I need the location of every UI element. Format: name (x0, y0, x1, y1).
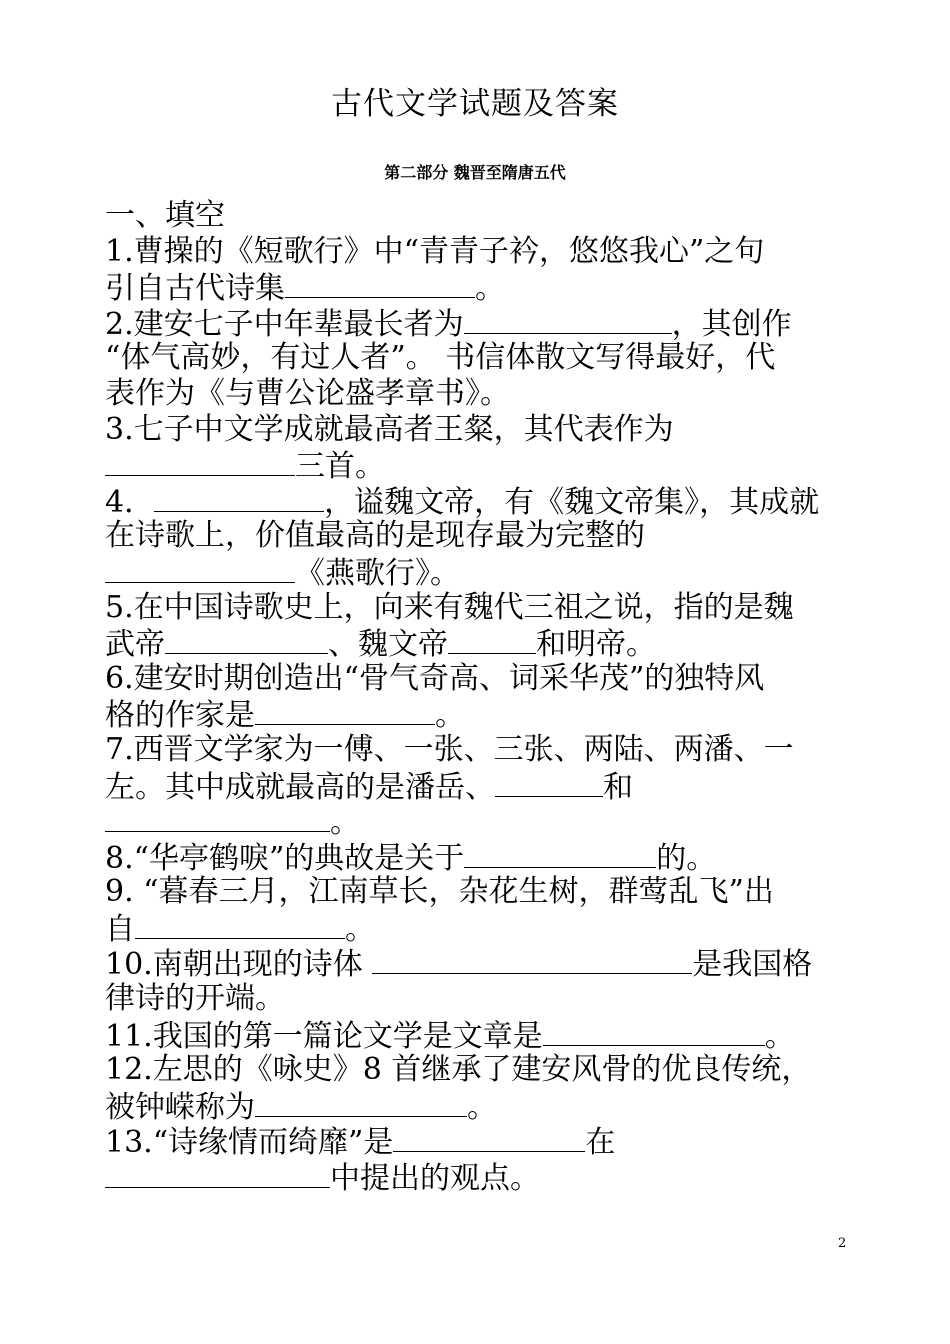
question-text: 3.七子中文学成就最高者王粲，其代表作为 (105, 411, 674, 447)
question-text: 是我国格 (692, 947, 813, 983)
question-text: 武帝 (105, 627, 165, 663)
question-8-line-1 (105, 839, 855, 875)
question-text: 。 (330, 805, 360, 841)
answer-blank[interactable] (285, 269, 475, 298)
question-13-line-1 (105, 1123, 855, 1159)
answer-blank[interactable] (135, 910, 345, 939)
question-text: 引自古代诗集 (105, 271, 285, 307)
question-text: 的。 (656, 840, 717, 876)
answer-blank[interactable] (495, 768, 603, 797)
question-12-line-2 (105, 1088, 855, 1124)
question-3-line-2 (105, 447, 855, 483)
question-text: 表作为《与曹公论盛孝章书》。 (105, 375, 510, 411)
question-6-line-2 (105, 696, 855, 732)
question-text: 。 (475, 271, 505, 307)
answer-blank[interactable] (165, 625, 328, 654)
question-text: 。 (345, 911, 375, 947)
question-text: 2.建安七子中年辈最长者为 (105, 306, 464, 342)
question-body (105, 198, 855, 1195)
question-6-line-1 (105, 661, 855, 697)
question-text: 中提出的观点。 (330, 1161, 540, 1197)
question-text: 《燕歌行》。 (295, 555, 460, 591)
question-5-line-2 (105, 625, 855, 661)
question-1-line-2 (105, 269, 855, 305)
question-4-line-1 (105, 483, 855, 519)
question-7-line-3 (105, 803, 855, 839)
question-text: “体气高妙，有过人者”。 书信体散文写得最好，代 (105, 340, 776, 376)
answer-blank[interactable] (105, 554, 295, 583)
document-title: 古代文学试题及答案 (331, 86, 619, 122)
question-text: 11.我国的第一篇论文学是文章是 (105, 1018, 543, 1054)
question-11-line-1 (105, 1017, 855, 1053)
question-text: 和 (603, 769, 633, 805)
question-9-line-2 (105, 910, 855, 946)
question-1-line-1 (105, 234, 855, 270)
question-text: 左。其中成就最高的是潘岳、 (105, 769, 495, 805)
question-text: 5.在中国诗歌史上，向来有魏代三祖之说，指的是魏 (105, 589, 794, 625)
question-2-line-1 (105, 305, 855, 341)
question-text: 1.曹操的《短歌行》中“青青子衿，悠悠我心”之句 (105, 233, 765, 269)
answer-blank[interactable] (154, 483, 324, 512)
question-text: 在 (585, 1125, 616, 1161)
question-7-line-2 (105, 768, 855, 804)
question-2-line-3 (105, 376, 855, 412)
document-subtitle: 第二部分 魏晋至隋唐五代 (384, 163, 566, 182)
question-text: 格的作家是 (105, 698, 255, 734)
answer-blank[interactable] (393, 1123, 585, 1152)
question-text: 8.“华亭鹤唳”的典故是关于 (105, 840, 465, 876)
question-text: 13.“诗缘情而绮靡”是 (105, 1125, 394, 1161)
question-5-line-1 (105, 590, 855, 626)
answer-blank[interactable] (255, 1088, 467, 1117)
answer-blank[interactable] (448, 625, 536, 654)
question-7-line-1 (105, 732, 855, 768)
answer-blank[interactable] (464, 305, 672, 334)
page-number: 2 (838, 1236, 847, 1251)
question-10-line-1 (105, 945, 855, 981)
question-text: 12.左思的《咏史》8 首继承了建安风骨的优良传统， (105, 1052, 812, 1088)
question-text: 6.建安时期创造出“骨气奇高、词采华茂”的独特风 (105, 660, 765, 696)
question-text: ，谥魏文帝，有《魏文帝集》，其成就 (324, 484, 820, 520)
answer-blank[interactable] (543, 1017, 765, 1046)
question-text: 7.西晋文学家为一傅、一张、三张、两陆、两潘、一 (105, 731, 794, 767)
question-text: 、魏文帝 (328, 627, 448, 663)
answer-blank[interactable] (255, 696, 435, 725)
question-10-line-2 (105, 981, 855, 1017)
question-text: 律诗的开端。 (105, 981, 285, 1017)
question-text: 。 (467, 1089, 497, 1125)
question-text: 。 (435, 698, 465, 734)
answer-blank[interactable] (105, 447, 295, 476)
question-text: 。 (764, 1018, 795, 1054)
answer-blank[interactable] (105, 803, 330, 832)
question-4-line-2 (105, 518, 855, 554)
question-text: 和明帝。 (536, 627, 656, 663)
question-text: 被钟嵘称为 (105, 1089, 255, 1125)
question-9-line-1 (105, 874, 855, 910)
question-13-line-2 (105, 1159, 855, 1195)
question-text: 在诗歌上，价值最高的是现存最为完整的 (105, 518, 645, 554)
question-text: 三首。 (295, 449, 385, 485)
answer-blank[interactable] (464, 839, 656, 868)
section-heading: 一、填空 (105, 198, 225, 233)
question-3-line-1 (105, 412, 855, 448)
question-4-line-3 (105, 554, 855, 590)
answer-blank[interactable] (105, 1159, 330, 1188)
question-text: 自 (105, 911, 135, 947)
question-text: 10.南朝出现的诗体 (105, 947, 373, 983)
question-2-line-2 (105, 340, 855, 376)
question-text: 4． (105, 484, 155, 520)
question-text: ，其创作 (671, 306, 792, 342)
question-12-line-1 (105, 1052, 855, 1088)
question-text: 9. “暮春三月，江南草长，杂花生树，群莺乱飞”出 (105, 874, 774, 910)
answer-blank[interactable] (372, 945, 692, 974)
